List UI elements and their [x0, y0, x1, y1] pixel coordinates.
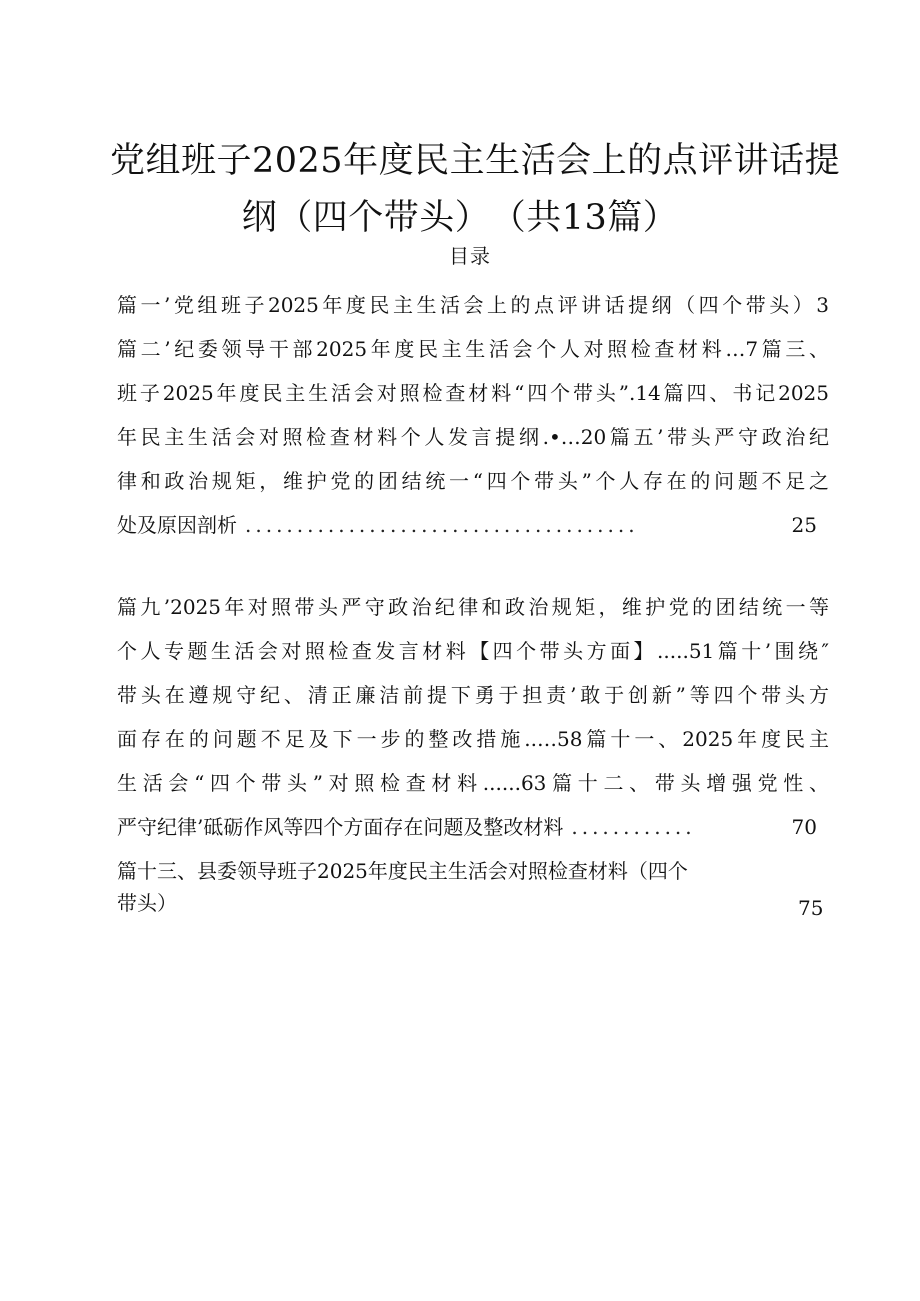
toc-line: 篇一’党组班子2025年度民主生活会上的点评讲话提纲（四个带头）3 [117, 293, 829, 317]
toc-line: 班子2025年度民主生活会对照检查材料“四个带头”.14篇四、书记2025 [117, 381, 829, 405]
toc-line: 带头） [117, 891, 177, 915]
toc-page-number: 25 [791, 513, 817, 537]
toc-page-number: 75 [798, 896, 824, 920]
toc-line: 个人专题生活会对照检查发言材料【四个带头方面】.....51篇十’围绕″ [117, 639, 829, 663]
dot-leader: ............ [571, 815, 696, 839]
toc-page-number: 70 [791, 815, 817, 839]
toc-line: 带头在遵规守纪、清正廉洁前提下勇于担责’敢于创新”等四个带头方 [117, 683, 829, 707]
dot-leader: ...................................... [245, 513, 639, 537]
document-title-line-1: 党组班子2025年度民主生活会上的点评讲话提 [110, 141, 841, 181]
toc-line: 生活会“四个带头”对照检查材料......63篇十二、带头增强党性、 [117, 771, 829, 795]
document-title-line-2: 纲（四个带头） （共13篇） [241, 198, 679, 238]
toc-line: 律和政治规矩，维护党的团结统一“四个带头”个人存在的问题不足之 [117, 469, 829, 493]
toc-line: 篇十三、县委领导班子2025年度民主生活会对照检查材料（四个 [117, 859, 688, 883]
toc-entry-text: 处及原因剖析 [117, 513, 237, 537]
toc-line-with-leader [117, 510, 817, 540]
toc-line: 篇二’纪委领导干部2025年度民主生活会个人对照检查材料…7篇三、 [117, 337, 829, 361]
toc-line-with-leader [117, 812, 817, 842]
toc-line: 篇九’2025年对照带头严守政治纪律和政治规矩，维护党的团结统一等 [117, 595, 829, 619]
toc-line: 年民主生活会对照检查材料个人发言提纲.•…20篇五’带头严守政治纪 [117, 425, 829, 449]
toc-heading: 目录 [449, 244, 491, 268]
toc-entry-text: 严守纪律’砥砺作风等四个方面存在问题及整改材料 [117, 815, 564, 839]
toc-line: 面存在的问题不足及下一步的整改措施..…58篇十一、2025年度民主 [117, 727, 829, 751]
